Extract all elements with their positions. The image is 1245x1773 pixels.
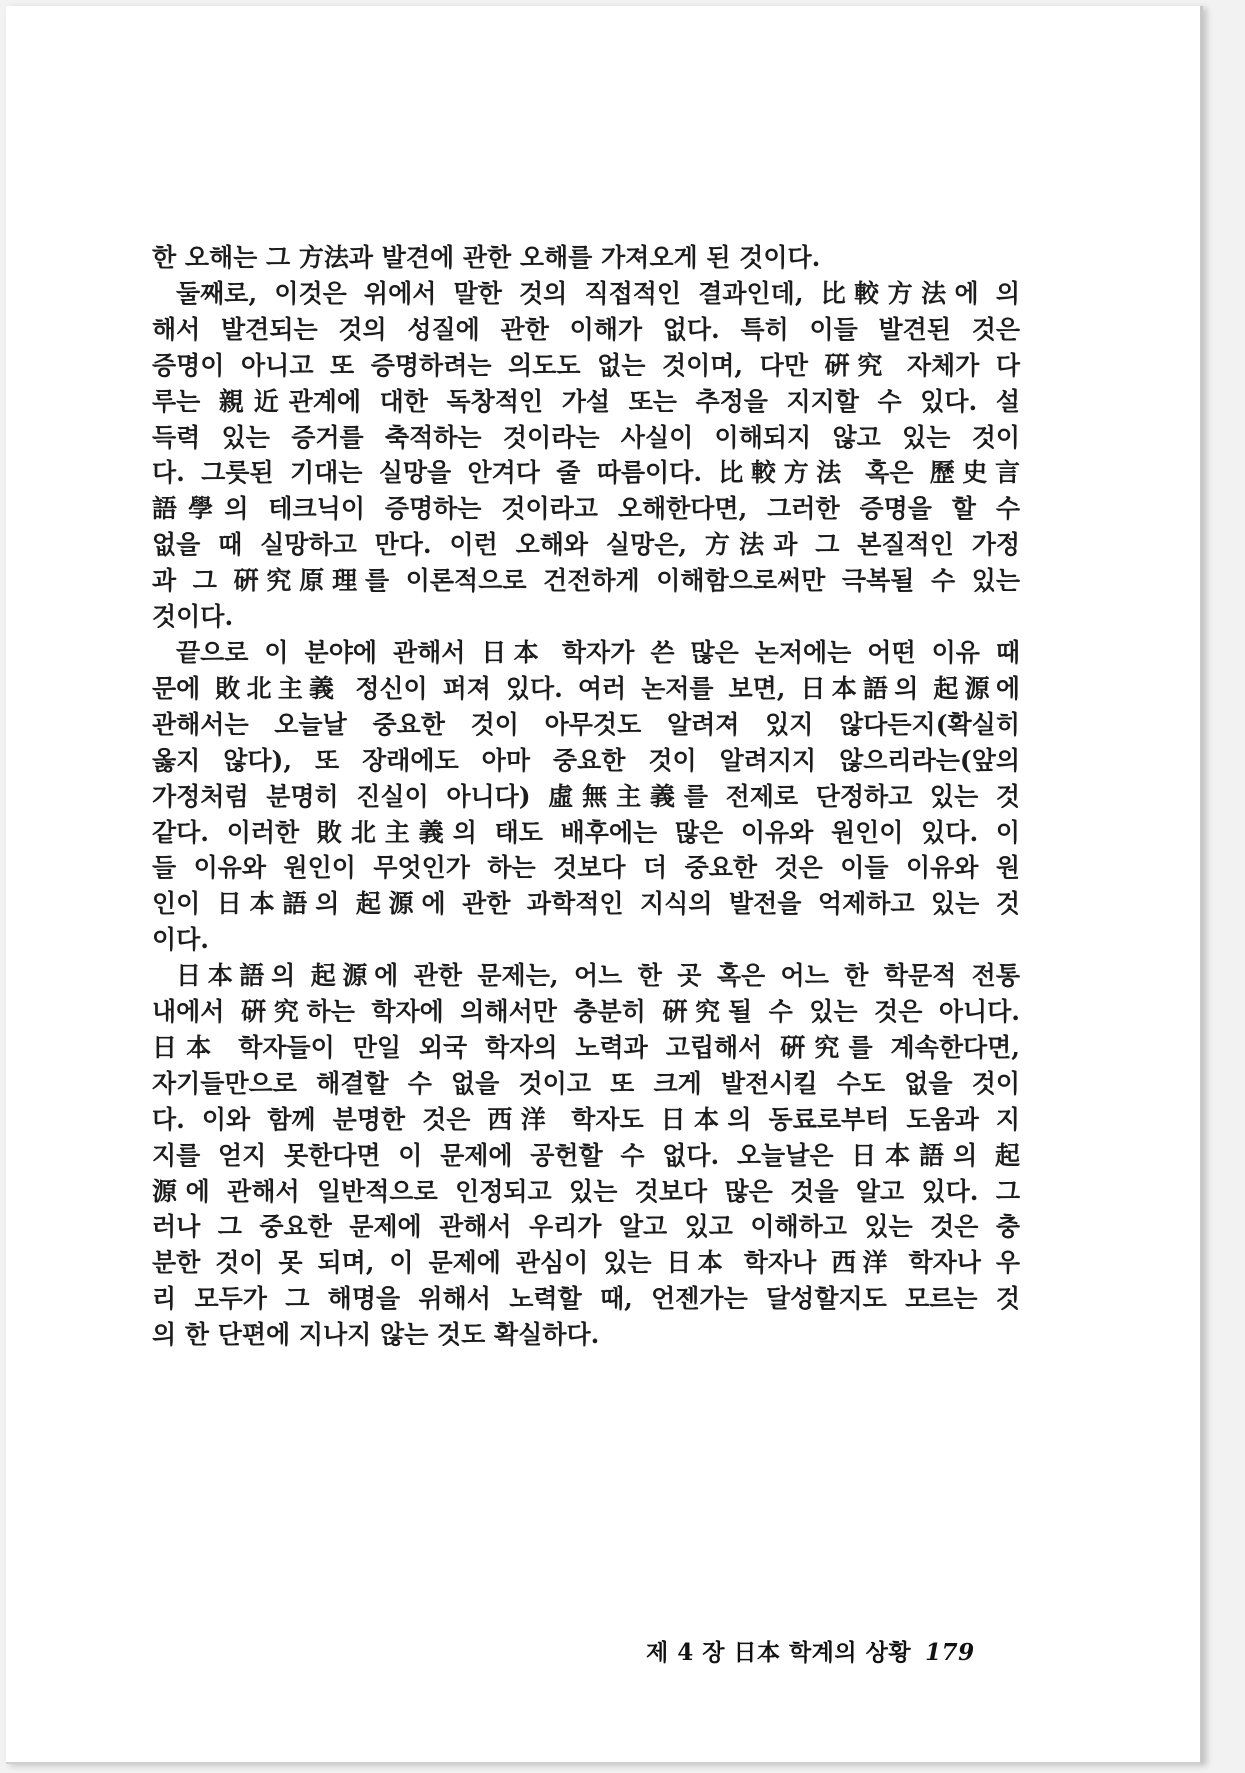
text-line: 루는 親近관계에 대한 독창적인 가설 또는 추정을 지지할 수 있다. 설 bbox=[152, 386, 1020, 416]
text-line: 증명이 아니고 또 증명하려는 의도도 없는 것이며, 다만 硏究 자체가 다 bbox=[152, 350, 1020, 380]
text-line: 러나 그 중요한 문제에 관해서 우리가 알고 있고 이해하고 있는 것은 충 bbox=[152, 1212, 1020, 1242]
text-line: 내에서 硏究하는 학자에 의해서만 충분히 硏究될 수 있는 것은 아니다. bbox=[152, 997, 1020, 1027]
page-number: 179 bbox=[925, 1639, 975, 1666]
text-line: 한 오해는 그 方法과 발견에 관한 오해를 가져오게 된 것이다. bbox=[152, 243, 821, 272]
text-line: 자기들만으로 해결할 수 없을 것이고 또 크게 발전시킬 수도 없을 것이 bbox=[152, 1068, 1020, 1098]
text-line: 다. 그릇된 기대는 실망을 안겨다 줄 따름이다. 比較方法 혹은 歷史言 bbox=[152, 458, 1020, 488]
text-line: 들 이유와 원인이 무엇인가 하는 것보다 더 중요한 것은 이들 이유와 원 bbox=[152, 853, 1020, 883]
text-line: 의 한 단편에 지나지 않는 것도 확실하다. bbox=[152, 1320, 600, 1350]
body-text bbox=[152, 240, 1020, 1353]
text-line: 源에 관해서 일반적으로 인정되고 있는 것보다 많은 것을 알고 있다. 그 bbox=[152, 1176, 1020, 1206]
text-line: 없을 때 실망하고 만다. 이런 오해와 실망은, 方法과 그 본질적인 가정 bbox=[152, 530, 1020, 560]
text-line: 지를 얻지 못한다면 이 문제에 공헌할 수 없다. 오늘날은 日本語의 起 bbox=[152, 1140, 1020, 1170]
text-line: 둘째로, 이것은 위에서 말한 것의 직접적인 결과인데, 比較方法에 의 bbox=[176, 278, 1020, 308]
text-line: 리 모두가 그 해명을 위해서 노력할 때, 언젠가는 달성할지도 모르는 것 bbox=[152, 1284, 1020, 1314]
text-line: 日本 학자들이 만일 외국 학자의 노력과 고립해서 硏究를 계속한다면, bbox=[152, 1032, 1020, 1062]
text-line: 같다. 이러한 敗北主義의 태도 배후에는 많은 이유와 원인이 있다. 이 bbox=[152, 817, 1020, 847]
text-line: 이다. bbox=[152, 925, 210, 955]
text-line: 것이다. bbox=[152, 602, 234, 632]
text-line: 다. 이와 함께 분명한 것은 西洋 학자도 日本의 동료로부터 도움과 지 bbox=[152, 1104, 1020, 1134]
text-line: 해서 발견되는 것의 성질에 관한 이해가 없다. 특히 이들 발견된 것은 bbox=[152, 314, 1020, 344]
chapter-title: 제 4 장 日本 학계의 상황 bbox=[646, 1639, 912, 1666]
running-footer bbox=[646, 1634, 1026, 1667]
text-line: 끝으로 이 분야에 관해서 日本 학자가 쓴 많은 논저에는 어떤 이유 때 bbox=[176, 637, 1020, 667]
text-line: 日本語의 起源에 관한 문제는, 어느 한 곳 혹은 어느 한 학문적 전통 bbox=[176, 961, 1020, 991]
text-line: 과 그 硏究原理를 이론적으로 건전하게 이해함으로써만 극복될 수 있는 bbox=[152, 566, 1020, 596]
text-line: 인이 日本語의 起源에 관한 과학적인 지식의 발전을 억제하고 있는 것 bbox=[152, 889, 1020, 919]
book-page bbox=[6, 6, 1203, 1764]
text-line: 옳지 않다), 또 장래에도 아마 중요한 것이 알려지지 않으리라는(앞의 bbox=[152, 745, 1020, 775]
text-line: 語學의 테크닉이 증명하는 것이라고 오해한다면, 그러한 증명을 할 수 bbox=[152, 494, 1020, 524]
text-line: 득력 있는 증거를 축적하는 것이라는 사실이 이해되지 않고 있는 것이 bbox=[152, 422, 1020, 452]
text-line: 분한 것이 못 되며, 이 문제에 관심이 있는 日本 학자나 西洋 학자나 우 bbox=[152, 1248, 1020, 1278]
text-line: 문에 敗北主義 정신이 퍼져 있다. 여러 논저를 보면, 日本語의 起源에 bbox=[152, 673, 1020, 703]
text-line: 관해서는 오늘날 중요한 것이 아무것도 알려져 있지 않다든지(확실히 bbox=[152, 709, 1020, 739]
text-line: 가정처럼 분명히 진실이 아니다) 虛無主義를 전제로 단정하고 있는 것 bbox=[152, 781, 1020, 811]
